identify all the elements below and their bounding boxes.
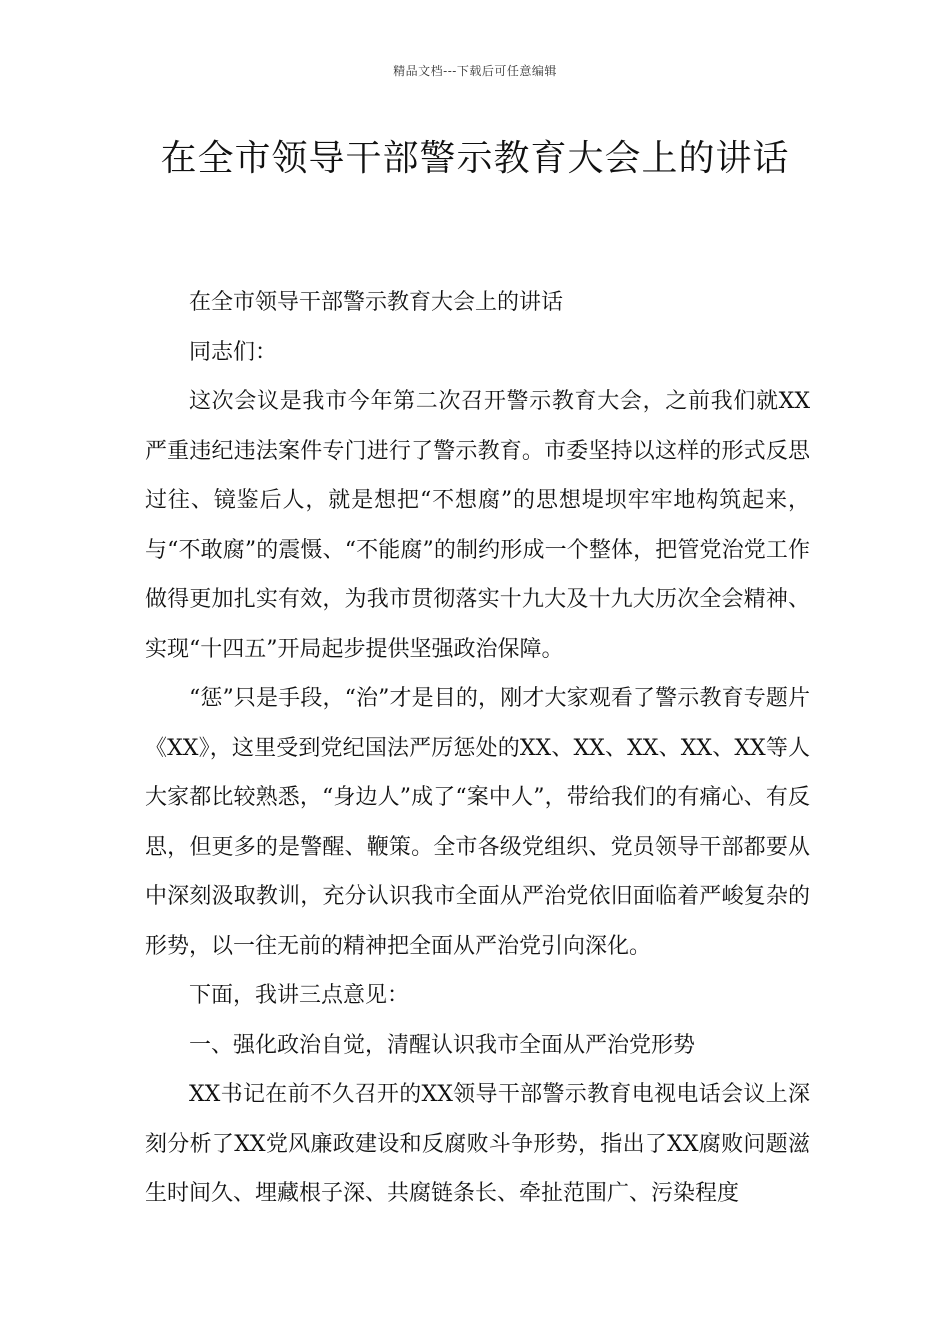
page-header-note: 精品文档---下载后可任意编辑 bbox=[393, 64, 557, 78]
document-title: 在全市领导干部警示教育大会上的讲话 bbox=[160, 138, 790, 179]
section-heading-1: 一、强化政治自觉，清醒认识我市全面从严治党形势 bbox=[189, 1032, 696, 1058]
paragraph-subtitle: 在全市领导干部警示教育大会上的讲话 bbox=[189, 290, 564, 315]
paragraph-outline: 下面，我讲三点意见： bbox=[189, 983, 410, 1008]
paragraph-intro: 这次会议是我市今年第二次召开警示教育大会，之前我们就XX严重违纪违法案件专门进行了警示教育。市委坚持以这样的形式反思过往、镜鉴后人，就是想把“不想腐”的思想堤坝牢牢地构筑起来，与“不敢腐”的震慑、“不能腐”的制约形成一个整体，把管党治党工作做得更加扎实有效，为我市贯彻落实十九大及十九大历次全会精神、实现“十四五”开局起步提供坚强政治保障。 bbox=[145, 389, 810, 662]
paragraph-salutation: 同志们： bbox=[189, 339, 278, 365]
document-body bbox=[145, 278, 810, 1219]
paragraph-section-1: XX书记在前不久召开的XX领导干部警示教育电视电话会议上深刻分析了XX党风廉政建设和反腐败斗争形势，指出了XX腐败问题滋生时间久、埋藏根子深、共腐链条长、牵扯范围广、污染程度 bbox=[145, 1082, 810, 1206]
paragraph-warning: “惩”只是手段，“治”才是目的，刚才大家观看了警示教育专题片《XX》，这里受到党纪国法严厉惩处的XX、XX、XX、XX、XX等人大家都比较熟悉，“身边人”成了“案中人”，带给我们的有痛心、有反思，但更多的是警醒、鞭策。全市各级党组织、党员领导干部都要从中深刻汲取教训，充分认识我市全面从严治党依旧面临着严峻复杂的形势，以一往无前的精神把全面从严治党引向深化。 bbox=[145, 686, 810, 959]
